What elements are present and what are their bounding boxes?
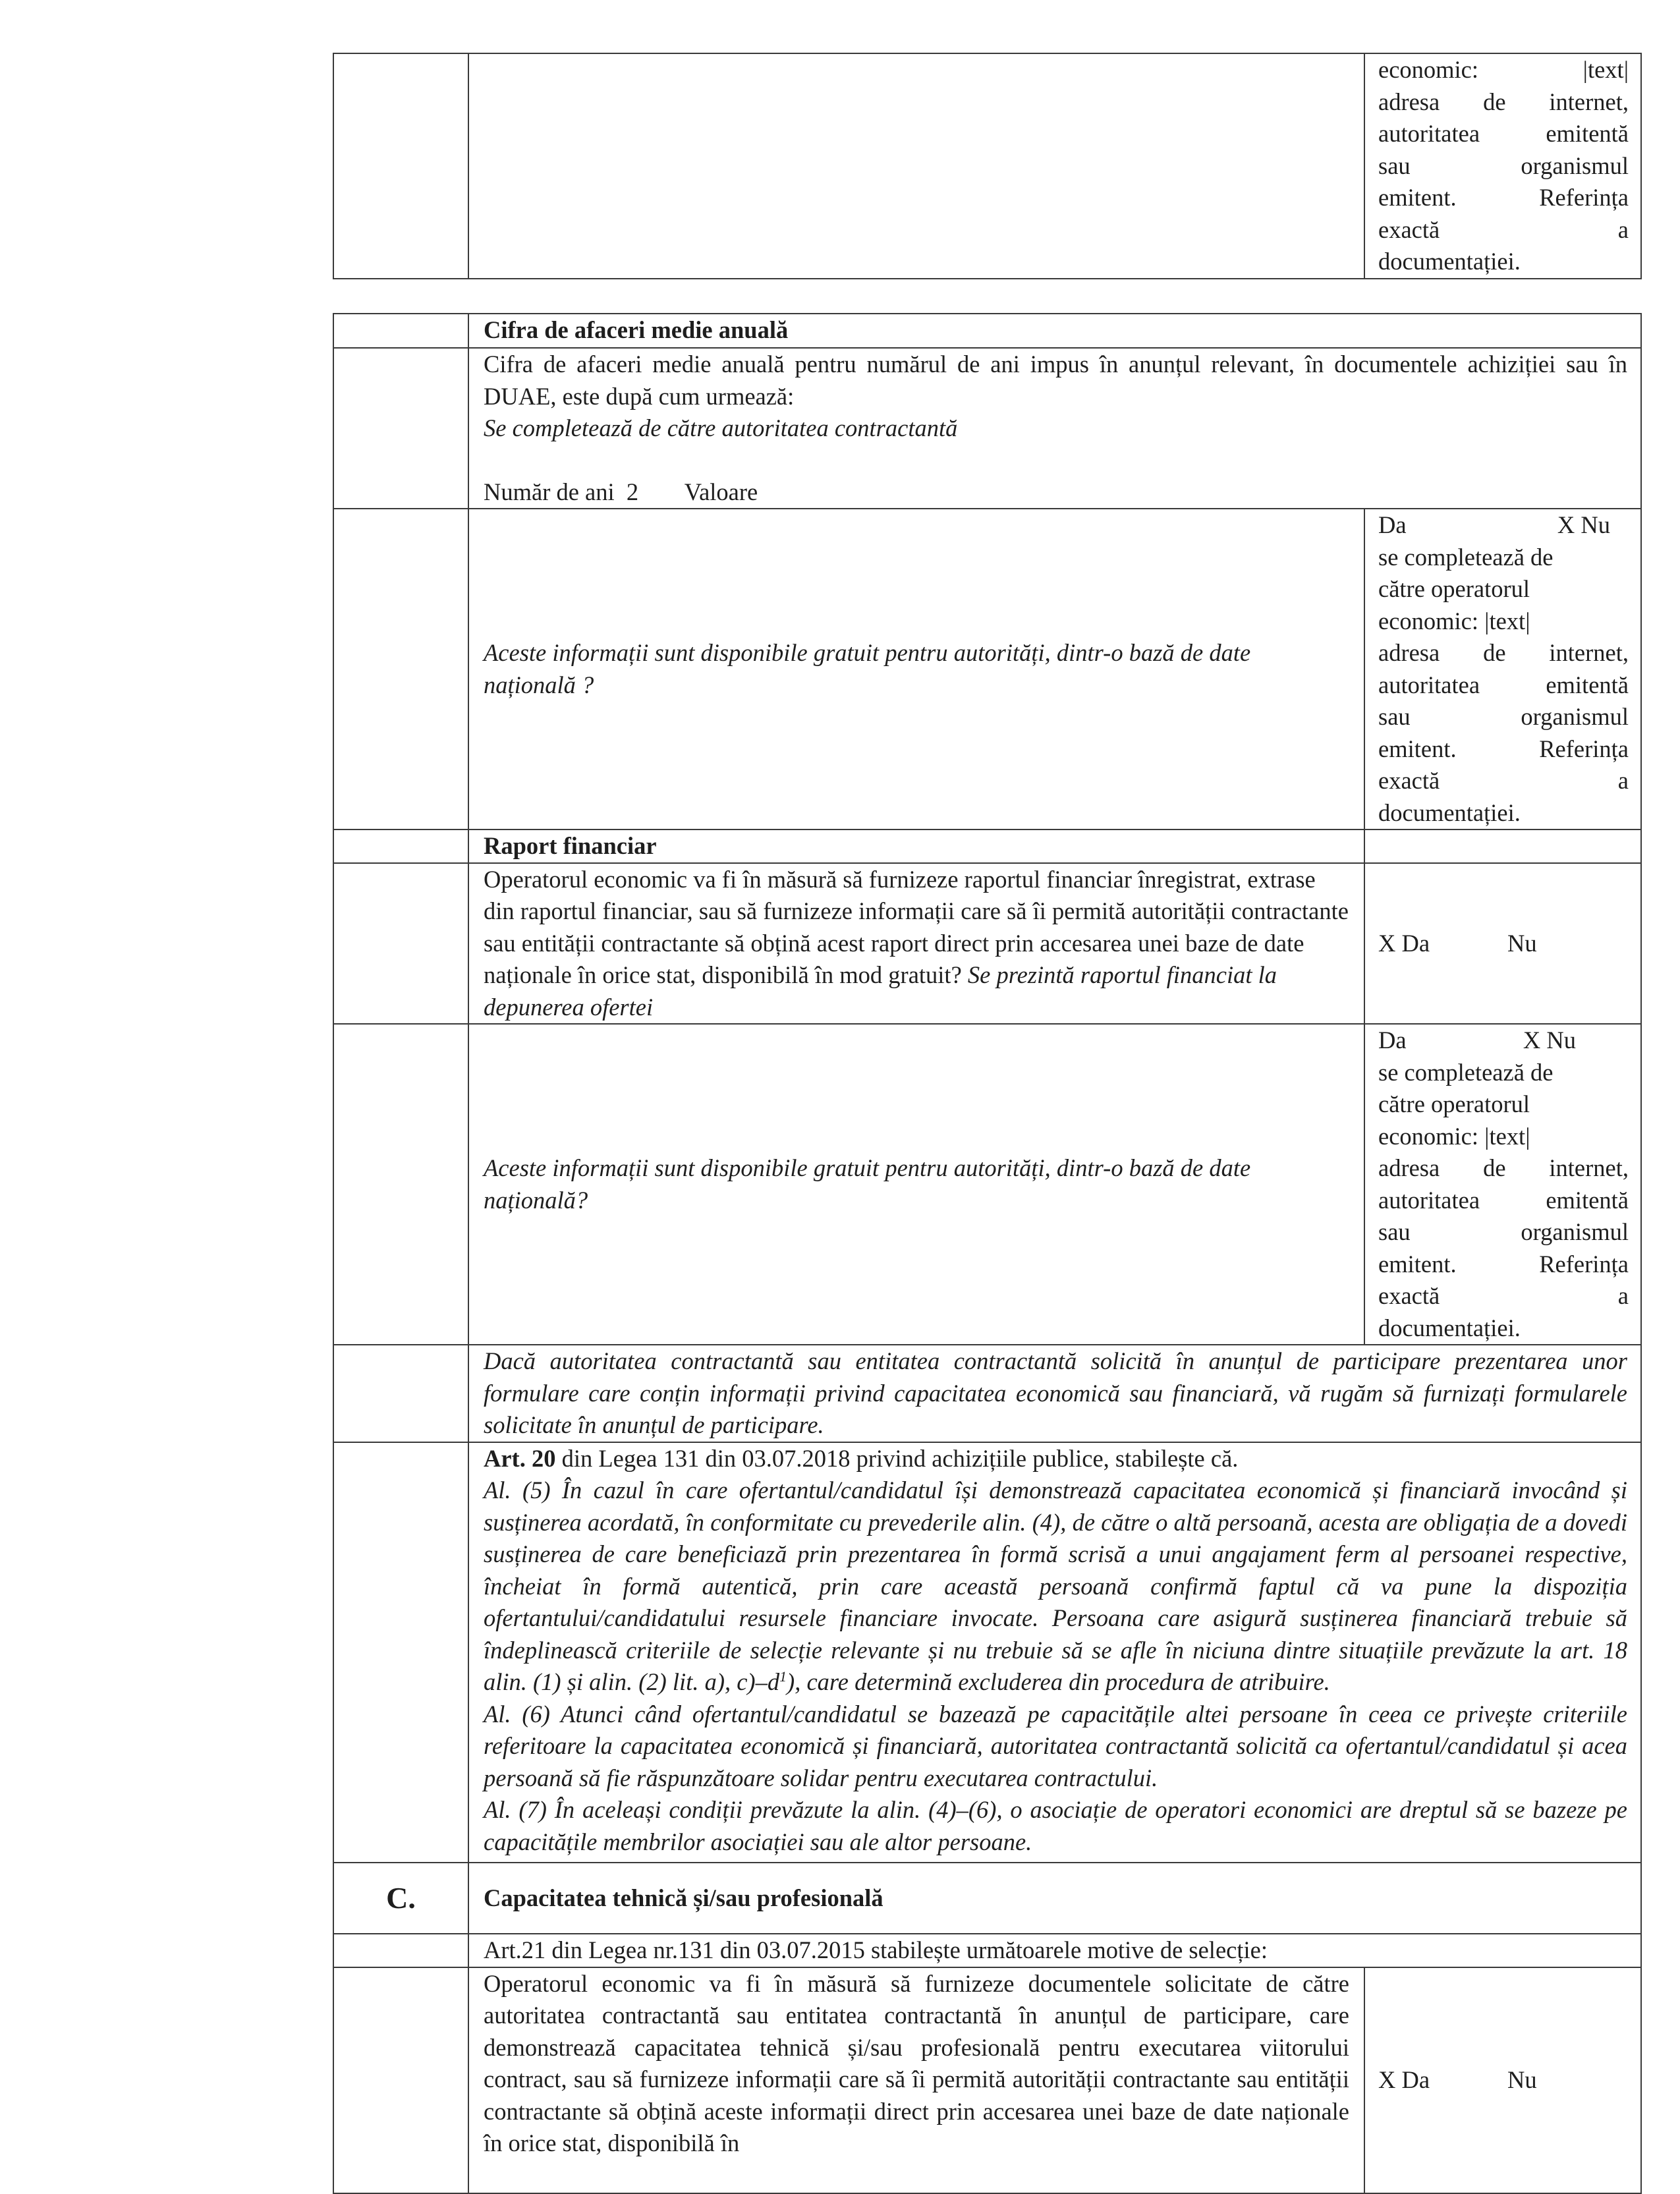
fill-line: documentației.	[1378, 248, 1521, 275]
yes-no-choice	[1378, 928, 1627, 960]
financial-report-heading: Raport financiar	[468, 830, 1364, 863]
yes-no-choice	[1378, 509, 1629, 542]
table-row	[333, 1967, 1641, 2193]
answer-nu[interactable]: X Nu	[1523, 1027, 1576, 1054]
fill-line: economic: |text|	[1378, 1122, 1530, 1150]
article-21: Art.21 din Legea nr.131 din 03.07.2015 stabilește următoarele motive de selecție:	[468, 1934, 1641, 1967]
answer-nu[interactable]: Nu	[1507, 2066, 1537, 2093]
article-20-al5-end: ), care determină excluderea din procedura de atribuire.	[787, 1668, 1330, 1695]
table-row	[333, 1442, 1641, 1863]
turnover-years-row	[484, 476, 1627, 509]
fill-line: sau organismul	[1378, 703, 1629, 730]
table-row	[333, 348, 1641, 509]
table-row	[333, 509, 1641, 830]
table-row	[333, 830, 1641, 863]
footnote-sup: 1	[779, 1668, 787, 1685]
fill-line: adresa de internet,	[1378, 639, 1629, 666]
article-20-cell	[468, 1442, 1641, 1863]
technical-docs-answer-cell	[1364, 1967, 1641, 2193]
fill-line: se completează de	[1378, 1058, 1554, 1086]
fill-line: emitent. Referința	[1378, 1250, 1629, 1278]
fill-line: către operatorul	[1378, 1090, 1530, 1117]
fill-line: economic: |text|	[1378, 56, 1629, 83]
fill-line: economic: |text|	[1378, 607, 1530, 634]
article-20-al6: Al. (6) Atunci când ofertantul/candidatul se bazează pe capacitățile altei persoane în ceea ce privește criteriile referitoare la capacitatea economică și financiară, autoritatea contractantă solicită ca ofertantul/candidatul și acea persoană să fie răspunzătoare solidar pentru executarea contractului.	[484, 1700, 1627, 1791]
fill-line: exactă a	[1378, 1282, 1629, 1309]
answer-da[interactable]: Da	[1378, 1027, 1407, 1054]
fill-line: sau organismul	[1378, 152, 1629, 179]
turnover-db-question: Aceste informații sunt disponibile gratuit pentru autorități, dintr-o bază de date națională ?	[468, 509, 1364, 830]
fill-line: se completează de	[1378, 543, 1554, 571]
fill-line: către operatorul	[1378, 575, 1530, 602]
fill-line: autoritatea emitentă	[1378, 671, 1629, 698]
turnover-note: Se completează de către autoritatea contractantă	[484, 414, 958, 441]
turnover-db-answer-cell	[1364, 509, 1641, 830]
table-row	[333, 863, 1641, 1025]
fill-line: exactă a	[1378, 767, 1629, 794]
answer-da[interactable]: X Da	[1378, 2066, 1430, 2093]
article-20-label: Art. 20	[484, 1444, 556, 1472]
answer-nu[interactable]: X Nu	[1557, 511, 1610, 538]
fill-line: exactă a	[1378, 215, 1629, 243]
forms-notice: Dacă autoritatea contractantă sau entitatea contractantă solicită în anunțul de participare prezentarea unor formulare care conțin informații privind capacitatea economică sau financiară, vă rugăm să furnizați formularele solicitate în anunțul de participare.	[468, 1345, 1641, 1442]
fill-line: autoritatea emitentă	[1378, 120, 1629, 147]
years-value[interactable]: 2	[626, 478, 639, 505]
fill-line: documentației.	[1378, 799, 1521, 826]
fill-line: autoritatea emitentă	[1378, 1186, 1629, 1214]
yes-no-choice	[1378, 1025, 1629, 1057]
yes-no-choice	[1378, 2064, 1627, 2096]
fill-line: adresa de internet,	[1378, 88, 1629, 115]
fill-line: documentației.	[1378, 1314, 1521, 1341]
years-label: Număr de ani	[484, 478, 615, 505]
table-row	[333, 1934, 1641, 1967]
table-row	[333, 1863, 1641, 1934]
financial-db-question: Aceste informații sunt disponibile gratuit pentru autorități, dintr-o bază de date națională?	[468, 1024, 1364, 1345]
fill-line: adresa de internet,	[1378, 1154, 1629, 1181]
table-row	[333, 1345, 1641, 1442]
financial-report-answer-cell	[1364, 863, 1641, 1025]
table-row	[333, 53, 1641, 279]
reference-fill-cell	[1364, 53, 1641, 279]
financial-report-note: Se prezintă raportul financiat la depunerea ofertei	[484, 961, 1277, 1021]
article-20-intro: din Legea 131 din 03.07.2018 privind achizițiile publice, stabilește că.	[555, 1444, 1239, 1472]
article-20-al7: Al. (7) În aceleași condiții prevăzute la alin. (4)–(6), o asociație de operatori economici are dreptul să se bazeze pe capacitățile membrilor asociației sau ale altor persoane.	[484, 1796, 1627, 1855]
turnover-description-cell	[468, 348, 1641, 509]
turnover-heading: Cifra de afaceri medie anuală	[468, 314, 1641, 348]
answer-da[interactable]: X Da	[1378, 929, 1430, 957]
financial-capacity-table	[333, 313, 1642, 2194]
section-letter: C.	[333, 1863, 468, 1934]
description-cell	[468, 53, 1364, 279]
technical-docs-question: Operatorul economic va fi în măsură să furnizeze documentele solicitate de către autoritatea contractantă sau entitatea contractantă în anunțul de participare, care demonstrează capacitatea tehnică și/sau profesională pentru executarea viitorului contract, sau să furnizeze informații care să îi permită autorității contractante sau entității contractante să obțină aceste informații direct prin accesarea unei baze de date naționale în orice stat, disponibilă în	[468, 1967, 1364, 2193]
fill-line: sau organismul	[1378, 1218, 1629, 1245]
table-row	[333, 1024, 1641, 1345]
continuation-table	[333, 53, 1642, 279]
financial-db-answer-cell	[1364, 1024, 1641, 1345]
section-c-heading: Capacitatea tehnică și/sau profesională	[468, 1863, 1641, 1934]
fill-line: emitent. Referința	[1378, 735, 1629, 762]
fill-line: emitent. Referința	[1378, 184, 1629, 211]
value-label[interactable]: Valoare	[684, 478, 758, 505]
answer-nu[interactable]: Nu	[1507, 929, 1537, 957]
turnover-description: Cifra de afaceri medie anuală pentru numărul de ani impus în anunțul relevant, în documentele achiziției sau în DUAE, este după cum urmează:	[484, 351, 1627, 410]
financial-report-question: Operatorul economic va fi în măsură să furnizeze raportul financiar înregistrat, extrase din raportul financiar, sau să furnizeze informații care să îi permită autorității contractante sau entității contractante să obțină acest raport direct prin accesarea unei baze de date naționale în orice stat, disponibilă în mod gratuit?	[484, 865, 1349, 988]
table-row	[333, 314, 1641, 348]
number-cell	[333, 53, 468, 279]
article-20-al5: Al. (5) În cazul în care ofertantul/candidatul își demonstrează capacitatea economică și financiară invocând și susținerea acordată, în conformitate cu prevederile alin. (4), de către o altă persoană, acesta are obligația de a dovedi susținerea de care beneficiază prin prezentarea în formă scrisă a unui angajament ferm al persoanei respective, încheiat în formă autentică, prin care această persoană confirmă faptul că va pune la dispoziția ofertantului/candidatului resursele financiare invocate. Persoana care asigură susținerea financiară trebuie să îndeplinească criteriile de selecție relevante și nu trebuie să se afle în niciuna dintre situațiile prevăzute la art. 18 alin. (1) și alin. (2) lit. a), c)–d	[484, 1477, 1627, 1695]
financial-report-question-cell	[468, 863, 1364, 1025]
answer-da[interactable]: Da	[1378, 511, 1407, 538]
